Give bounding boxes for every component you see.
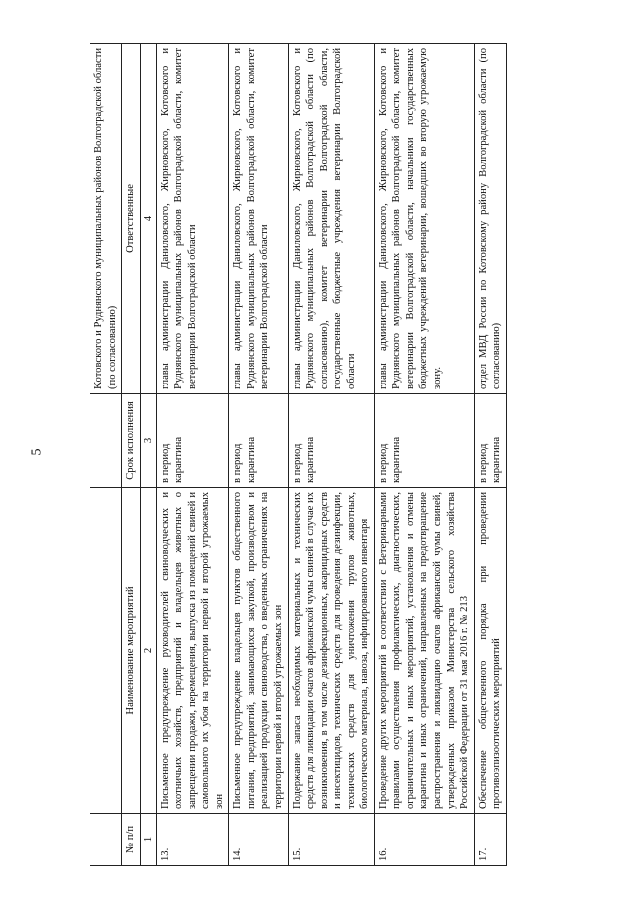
header-resp: Ответственные (122, 44, 141, 394)
table-row (288, 44, 374, 866)
measure-name: Обеспечение общественного порядка при проведении противоэпизоотических мероприятий (474, 488, 506, 814)
measure-term: в период карантина (229, 394, 288, 488)
column-number: 1 (140, 814, 156, 866)
column-number: 3 (140, 394, 156, 488)
measure-term: в период карантина (156, 394, 229, 488)
measure-name: Письменное предупреждение руководителей свиноводческих и охотничьих хозяйств, предприятий и владельцев животных о запрещении продажи, перемещения, выпуска из помещений свиней и самовольного их убоя на территории первой и второй угрожаемых зон (156, 488, 229, 814)
measure-term: в период карантина (288, 394, 374, 488)
row-number: 15. (288, 814, 374, 866)
column-number: 2 (140, 488, 156, 814)
header-name: Наименование мероприятий (122, 488, 141, 814)
measure-responsible: главы администрации Даниловского, Жирновского, Котовского и Руднянского муниципальных районов Волгоградской области, комитет ветеринарии Волгоградской области, начальники государственных бюджетных учреждений ветеринарии, вошедших во вторую угрожаемую зону. (374, 44, 474, 394)
header-term: Срок исполнения (122, 394, 141, 488)
table-row (374, 44, 474, 866)
table-row (156, 44, 229, 866)
table-row (474, 44, 506, 866)
column-number: 4 (140, 44, 156, 394)
continuation-resp-cell: Котовского и Руднянского муниципальных районов Волгоградской области (по согласованию) (90, 44, 122, 394)
header-num: № п/п (122, 814, 141, 866)
continuation-row (90, 44, 122, 866)
continuation-name-cell (90, 488, 122, 814)
row-number: 13. (156, 814, 229, 866)
rotated-table-container (90, 44, 622, 866)
measure-name: Проведение других мероприятий в соответствии с Ветеринарными правилами осуществления профилактических, диагностических, ограничительных и иных мероприятий, установления и отмены карантина и иных ограничений, направленных на предотвращение распространения и ликвидацию очагов африканской чумы свиней, утвержденных приказом Министерства сельского хозяйства Российской Федерации от 31 мая 2016 г. № 213 (374, 488, 474, 814)
measure-responsible: главы администрации Даниловского, Жирновского, Котовского и Руднянского муниципальных районов Волгоградской области (по согласованию), комитет ветеринарии Волгоградской области, государственные бюджетные учреждения ветеринарии Волгоградской области (288, 44, 374, 394)
row-number: 16. (374, 814, 474, 866)
measure-term: в период карантина (474, 394, 506, 488)
measure-responsible: главы администрации Даниловского, Жирновского, Котовского и Руднянского муниципальных районов Волгоградской области, комитет ветеринарии Волгоградской области (229, 44, 288, 394)
measure-name: Письменное предупреждение владельцев пунктов общественного питания, предприятий, занимающихся закупкой, производством и реализацией продукции свиноводства, о введенных ограничениях на территории первой и второй угрожаемых зон (229, 488, 288, 814)
measure-name: Подержание запаса необходимых материальных и технических средств для ликвидации очагов африканской чумы свиней в случае их возникновения, в том числе дезинфекционных, акарицидных средств и инсектицидов, технических средств для проведения дезинфекции, технических средств для уничтожения трупов животных, биологического материала, навоза, инфицированного инвентаря (288, 488, 374, 814)
measure-term: в период карантина (374, 394, 474, 488)
measure-responsible: главы администрации Даниловского, Жирновского, Котовского и Руднянского муниципальных районов Волгоградской области, комитет ветеринарии Волгоградской области (156, 44, 229, 394)
column-number-row (140, 44, 156, 866)
header-row (122, 44, 141, 866)
continuation-term-cell (90, 394, 122, 488)
page-number: 5 (29, 448, 45, 456)
row-number: 14. (229, 814, 288, 866)
measure-responsible: отдел МВД России по Котовскому району Волгоградской области (по согласованию) (474, 44, 506, 394)
row-number: 17. (474, 814, 506, 866)
table-row (229, 44, 288, 866)
measures-table (90, 43, 507, 866)
continuation-num-cell (90, 814, 122, 866)
